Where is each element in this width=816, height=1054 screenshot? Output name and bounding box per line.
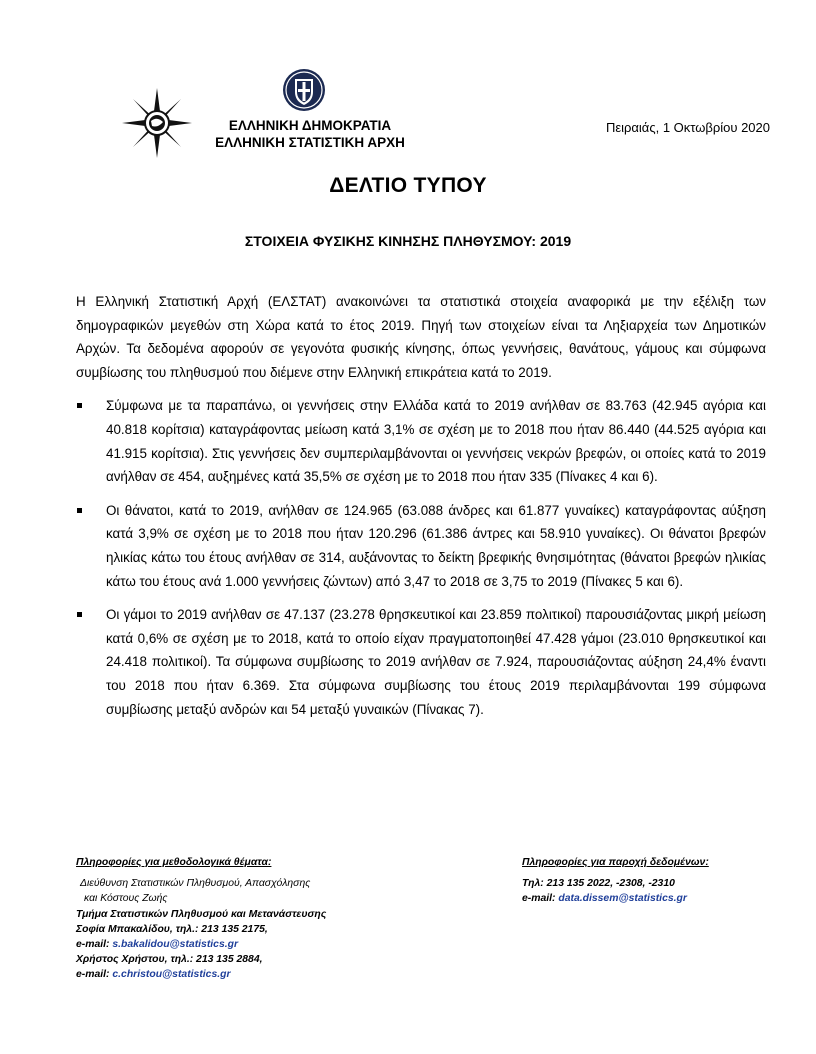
department-line-1: Διεύθυνση Στατιστικών Πληθυσμού, Απασχόλησης <box>80 878 311 890</box>
methodology-contacts <box>76 855 406 983</box>
contact-1: Σοφία Μπακαλίδου, τηλ.: 213 135 2175, <box>76 923 268 935</box>
bullet-marriages <box>76 603 766 721</box>
email-row-2 <box>76 967 406 982</box>
intro-paragraph: Η Ελληνική Στατιστική Αρχή (ΕΛΣΤΑΤ) ανακοινώνει τα στατιστικά στοιχεία αναφορικά με την εξέλιξη των δημογραφικών μεγεθών στη Χώρα κατά το έτος 2019. Πηγή των στοιχείων είναι τα Ληξιαρχεία των Δημοτικών Αρχών. Τα δεδομένα αφορούν σε γεγονότα φυσικής κίνησης, όπως γεννήσεις, θανάτους, γάμους και σύμφωνα συμβίωσης του πληθυσμού που διέμενε στην Ελληνική επικράτεια κατά το 2019. <box>76 294 766 380</box>
bullet-square-icon <box>77 403 82 408</box>
elstat-compass-logo-icon <box>122 88 192 158</box>
email-label: e-mail: <box>76 939 110 951</box>
email-label: e-mail: <box>76 969 110 981</box>
section-name: Τμήμα Στατιστικών Πληθυσμού και Μετανάστευσης <box>76 908 327 920</box>
bullet-list <box>76 394 766 721</box>
bullet-births <box>76 394 766 488</box>
org-line-1: ΕΛΛΗΝΙΚΗ ΔΗΜΟΚΡΑΤΙΑ <box>228 118 392 133</box>
bullet-text: Οι γάμοι το 2019 ανήλθαν σε 47.137 (23.278 θρησκευτικοί και 23.859 πολιτικοί) παρουσιάζοντας μικρή μείωση κατά 0,6% σε σχέση με το 2018, κατά το οποίο είχαν πραγματοποιηθεί 47.428 γάμοι (23.010 θρησκευτικοί και 24.418 πολιτικοί). Τα σύμφωνα συμβίωσης το 2019 ανήλθαν σε 7.924, παρουσιάζοντας αύξηση 24,4% έναντι του 2018 που ήταν 6.369. Στα σύμφωνα συμβίωσης του έτους 2019 περιλαμβάνονται 199 σύμφωνα συμβίωσης μεταξύ ανδρών και 54 μεταξύ γυναικών (Πίνακας 7). <box>106 607 766 717</box>
page-subtitle: ΣΤΟΙΧΕΙΑ ΦΥΣΙΚΗΣ ΚΙΝΗΣΗΣ ΠΛΗΘΥΣΜΟΥ: 2019 <box>244 233 572 249</box>
greek-coat-of-arms-icon <box>282 68 326 112</box>
email-row-1 <box>76 937 406 952</box>
email-link[interactable]: data.dissem@statistics.gr <box>558 893 687 905</box>
email-link-1[interactable]: s.bakalidou@statistics.gr <box>112 939 239 951</box>
org-line-2: ΕΛΛΗΝΙΚΗ ΣΤΑΤΙΣΤΙΚΗ ΑΡΧΗ <box>215 135 405 150</box>
data-provision-contacts <box>522 855 782 907</box>
organization-name <box>210 117 410 151</box>
methodology-heading: Πληροφορίες για μεθοδολογικά θέματα: <box>76 857 272 868</box>
bullet-deaths <box>76 499 766 593</box>
bullet-square-icon <box>77 612 82 617</box>
dateline: Πειραιάς, 1 Οκτωβρίου 2020 <box>605 120 770 135</box>
press-release-body <box>76 290 766 721</box>
phone-line: Τηλ: 213 135 2022, -2308, -2310 <box>522 878 675 890</box>
bullet-text: Σύμφωνα με τα παραπάνω, οι γεννήσεις στην Ελλάδα κατά το 2019 ανήλθαν σε 83.763 (42.945 αγόρια και 40.818 κορίτσια) καταγράφοντας μείωση κατά 3,1% σε σχέση με το 2018 που ήταν 86.440 (44.525 αγόρια και 41.915 κορίτσια). Στις γεννήσεις δεν συμπεριλαμβάνονται οι γεννήσεις νεκρών βρεφών, οι οποίες κατά το 2019 ανήλθαν σε 454, αυξημένες κατά 35,5% σε σχέση με το 2018 που ήταν 335 (Πίνακες 4 και 6). <box>106 398 766 485</box>
email-row <box>522 891 782 906</box>
contact-2: Χρήστος Χρήστου, τηλ.: 213 135 2884, <box>76 954 263 966</box>
page-title: ΔΕΛΤΙΟ ΤΥΠΟΥ <box>329 174 487 197</box>
bullet-square-icon <box>77 508 82 513</box>
department-line-2: και Κόστους Ζωής <box>84 893 168 905</box>
email-link-2[interactable]: c.christou@statistics.gr <box>112 969 231 981</box>
email-label: e-mail: <box>522 893 556 905</box>
bullet-text: Οι θάνατοι, κατά το 2019, ανήλθαν σε 124.965 (63.088 άνδρες και 61.877 γυναίκες) καταγράφοντας αύξηση κατά 3,9% σε σχέση με το 2018 που ήταν 120.296 (61.386 άντρες και 58.910 γυναίκες). Οι θάνατοι βρεφών ηλικίας κάτω του έτους ανήλθαν σε 314, αυξάνοντας το δείκτη βρεφικής θνησιμότητας (θάνατοι βρεφών ηλικίας κάτω του έτους ανά 1.000 γεννήσεις ζώντων) από 3,47 το 2018 σε 3,75 το 2019 (Πίνακες 5 και 6). <box>106 502 766 589</box>
data-provision-heading: Πληροφορίες για παροχή δεδομένων: <box>522 857 709 868</box>
